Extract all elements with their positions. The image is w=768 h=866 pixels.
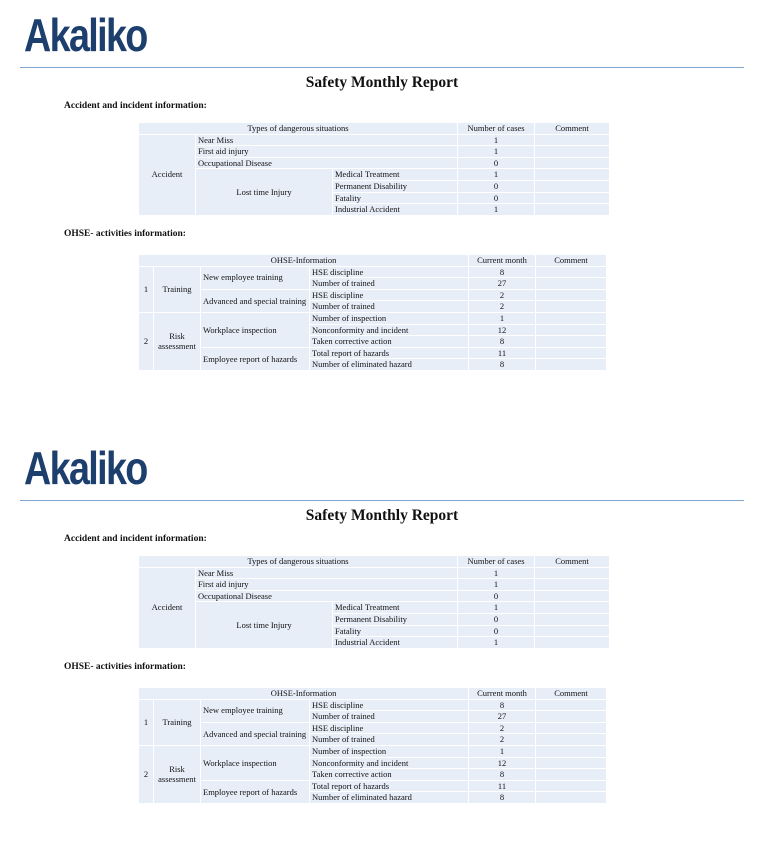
item-comment: [536, 325, 606, 336]
row-comment: [535, 158, 609, 169]
row-label: Industrial Accident: [333, 637, 457, 648]
table-row: [139, 591, 609, 602]
row-count: 0: [458, 193, 534, 204]
item-comment: [536, 336, 606, 347]
row-count: 1: [458, 204, 534, 215]
item-label: HSE discipline: [310, 700, 468, 711]
row-comment: [535, 591, 609, 602]
subgroup-name: Workplace inspection: [201, 746, 309, 780]
company-logo: Akaliko: [24, 9, 147, 61]
item-comment: [536, 313, 606, 324]
group-number: 1: [139, 700, 153, 745]
row-count: 0: [458, 614, 534, 625]
accident-section-label: Accident and incident information:: [64, 101, 207, 111]
row-label: Near Miss: [196, 135, 457, 146]
item-label: Number of eliminated hazard: [310, 792, 468, 803]
row-count: 1: [458, 169, 534, 180]
report-title: Safety Monthly Report: [305, 507, 459, 524]
row-count: 1: [458, 602, 534, 613]
header-comment: Comment: [536, 255, 606, 266]
item-comment: [536, 290, 606, 301]
item-label: Number of trained: [310, 278, 468, 289]
table-header-row: [139, 255, 606, 266]
row-count: 1: [458, 568, 534, 579]
header-comment: Comment: [535, 556, 609, 567]
row-comment: [535, 626, 609, 637]
header-comment: Comment: [536, 688, 606, 699]
table-row: [139, 781, 606, 792]
item-value: 27: [469, 711, 535, 722]
accident-table: [138, 122, 610, 216]
report-page-2: [0, 433, 768, 866]
row-comment: [535, 614, 609, 625]
row-count: 1: [458, 135, 534, 146]
table-row: [139, 746, 606, 757]
item-value: 2: [469, 290, 535, 301]
item-comment: [536, 734, 606, 745]
group-name: Risk assessment: [154, 313, 200, 370]
report-title: Safety Monthly Report: [305, 74, 459, 91]
table-row: [139, 700, 606, 711]
row-label: Permanent Disability: [333, 181, 457, 192]
company-logo: Akaliko: [24, 442, 147, 494]
item-label: Nonconformity and incident: [310, 325, 468, 336]
table-header-row: [139, 123, 609, 134]
item-comment: [536, 359, 606, 370]
item-value: 8: [469, 700, 535, 711]
item-comment: [536, 723, 606, 734]
item-label: HSE discipline: [310, 723, 468, 734]
item-label: HSE discipline: [310, 267, 468, 278]
header-types: Types of dangerous situations: [139, 123, 457, 134]
item-label: Total report of hazards: [310, 781, 468, 792]
item-value: 11: [469, 348, 535, 359]
header-comment: Comment: [535, 123, 609, 134]
item-value: 8: [469, 336, 535, 347]
subgroup-name: New employee training: [201, 700, 309, 722]
group-name: Training: [154, 700, 200, 745]
item-value: 12: [469, 758, 535, 769]
item-comment: [536, 792, 606, 803]
ohse-table: [138, 687, 607, 804]
row-count: 0: [458, 158, 534, 169]
item-comment: [536, 769, 606, 780]
header-ohse-info: OHSE-Information: [139, 688, 468, 699]
accident-section-label: Accident and incident information:: [64, 534, 207, 544]
row-label: Industrial Accident: [333, 204, 457, 215]
subgroup-name: Advanced and special training: [201, 290, 309, 312]
item-label: Number of eliminated hazard: [310, 359, 468, 370]
item-label: HSE discipline: [310, 290, 468, 301]
item-value: 2: [469, 723, 535, 734]
item-label: Nonconformity and incident: [310, 758, 468, 769]
item-comment: [536, 348, 606, 359]
item-comment: [536, 746, 606, 757]
header-divider: [20, 500, 744, 501]
header-count: Number of cases: [458, 556, 534, 567]
ohse-section-label: OHSE- activities information:: [64, 229, 186, 239]
item-value: 8: [469, 769, 535, 780]
accident-group-label: Accident: [139, 568, 195, 648]
table-row: [139, 158, 609, 169]
header-count: Number of cases: [458, 123, 534, 134]
table-row: [139, 313, 606, 324]
header-current-month: Current month: [469, 255, 535, 266]
row-comment: [535, 568, 609, 579]
header-ohse-info: OHSE-Information: [139, 255, 468, 266]
item-label: Taken corrective action: [310, 769, 468, 780]
row-comment: [535, 637, 609, 648]
item-value: 2: [469, 301, 535, 312]
item-label: Number of inspection: [310, 313, 468, 324]
subgroup-name: New employee training: [201, 267, 309, 289]
subgroup-name: Employee report of hazards: [201, 781, 309, 803]
item-value: 8: [469, 792, 535, 803]
group-number: 1: [139, 267, 153, 312]
table-row: [139, 135, 609, 146]
table-header-row: [139, 556, 609, 567]
table-row: [139, 290, 606, 301]
row-comment: [535, 135, 609, 146]
accident-table: [138, 555, 610, 649]
item-value: 8: [469, 267, 535, 278]
row-comment: [535, 204, 609, 215]
row-label: Occupational Disease: [196, 158, 457, 169]
group-name: Risk assessment: [154, 746, 200, 803]
row-comment: [535, 193, 609, 204]
table-row: [139, 723, 606, 734]
row-count: 0: [458, 626, 534, 637]
row-comment: [535, 602, 609, 613]
item-label: Number of trained: [310, 711, 468, 722]
row-count: 1: [458, 637, 534, 648]
group-number: 2: [139, 746, 153, 803]
subgroup-name: Workplace inspection: [201, 313, 309, 347]
item-comment: [536, 781, 606, 792]
table-row: [139, 568, 609, 579]
row-count: 0: [458, 181, 534, 192]
table-row: [139, 146, 609, 157]
item-comment: [536, 700, 606, 711]
item-value: 11: [469, 781, 535, 792]
group-number: 2: [139, 313, 153, 370]
row-label: First aid injury: [196, 146, 457, 157]
item-value: 8: [469, 359, 535, 370]
table-row: [139, 348, 606, 359]
item-comment: [536, 278, 606, 289]
row-label: Permanent Disability: [333, 614, 457, 625]
row-label: Occupational Disease: [196, 591, 457, 602]
item-label: Number of inspection: [310, 746, 468, 757]
subgroup-name: Employee report of hazards: [201, 348, 309, 370]
ohse-table: [138, 254, 607, 371]
item-label: Number of trained: [310, 734, 468, 745]
row-label: Near Miss: [196, 568, 457, 579]
lost-time-label: Lost time Injury: [196, 169, 332, 214]
row-count: 1: [458, 579, 534, 590]
item-comment: [536, 267, 606, 278]
row-label: First aid injury: [196, 579, 457, 590]
ohse-section-label: OHSE- activities information:: [64, 662, 186, 672]
group-name: Training: [154, 267, 200, 312]
row-label: Fatality: [333, 193, 457, 204]
item-value: 2: [469, 734, 535, 745]
row-label: Medical Treatment: [333, 602, 457, 613]
header-divider: [20, 67, 744, 68]
subgroup-name: Advanced and special training: [201, 723, 309, 745]
item-label: Number of trained: [310, 301, 468, 312]
item-comment: [536, 758, 606, 769]
header-types: Types of dangerous situations: [139, 556, 457, 567]
item-label: Taken corrective action: [310, 336, 468, 347]
item-value: 1: [469, 313, 535, 324]
table-row: [139, 602, 609, 613]
header-current-month: Current month: [469, 688, 535, 699]
table-row: [139, 267, 606, 278]
row-comment: [535, 146, 609, 157]
row-count: 0: [458, 591, 534, 602]
row-label: Medical Treatment: [333, 169, 457, 180]
row-label: Fatality: [333, 626, 457, 637]
row-count: 1: [458, 146, 534, 157]
table-row: [139, 579, 609, 590]
item-comment: [536, 301, 606, 312]
row-comment: [535, 579, 609, 590]
row-comment: [535, 169, 609, 180]
item-label: Total report of hazards: [310, 348, 468, 359]
table-row: [139, 169, 609, 180]
item-value: 1: [469, 746, 535, 757]
lost-time-label: Lost time Injury: [196, 602, 332, 647]
accident-group-label: Accident: [139, 135, 195, 215]
item-comment: [536, 711, 606, 722]
item-value: 12: [469, 325, 535, 336]
table-header-row: [139, 688, 606, 699]
item-value: 27: [469, 278, 535, 289]
row-comment: [535, 181, 609, 192]
